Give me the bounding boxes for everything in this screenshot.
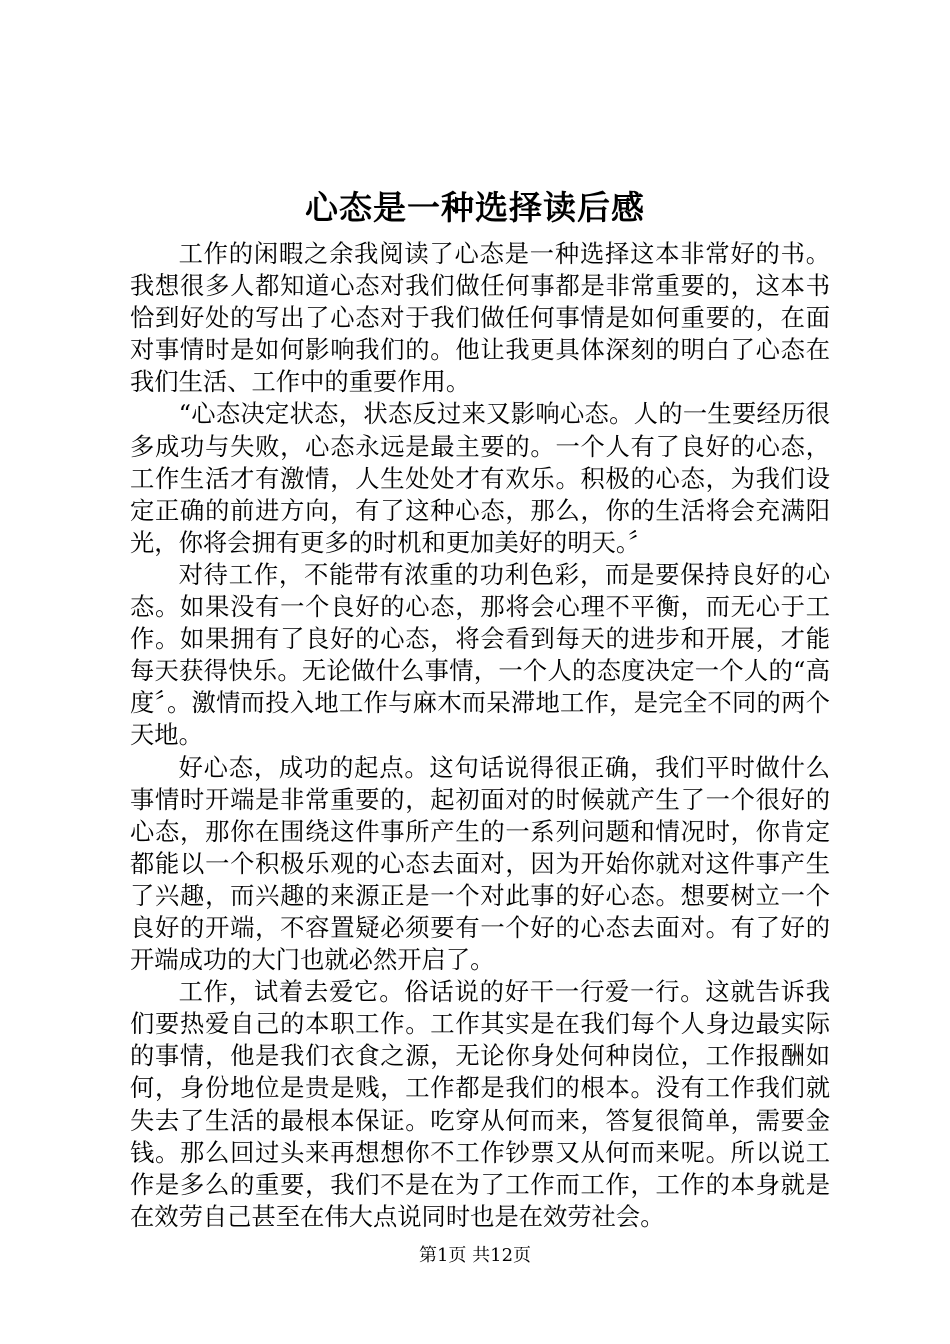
paragraph: 好心态，成功的起点。这句话说得很正确，我们平时做什么事情时开端是非常重要的，起初面对的时候就产生了一个很好的心态，那你在围绕这件事所产生的一系列问题和情况时，你肯定都能以一个积极乐观的心态去面对，因为开始你就对这件事产生了兴趣，而兴趣的来源正是一个对此事的好心态。想要树立一个良好的开端，不容置疑必须要有一个好的心态去面对。有了好的开端成功的大门也就必然开启了。 xyxy=(130,752,830,975)
document-body xyxy=(130,238,830,1233)
page-number-footer: 第1页 共12页 xyxy=(418,1245,532,1266)
paragraph: “心态决定状态，状态反过来又影响心态。人的一生要经历很多成功与失败，心态永远是最主要的。一个人有了良好的心态，工作生活才有激情，人生处处才有欢乐。积极的心态，为我们设定正确的前进方向，有了这种心态，那么，你的生活将会充满阳光，你将会拥有更多的时机和更加美好的明天。〞 xyxy=(130,399,830,557)
paragraph: 工作，试着去爱它。俗话说的好干一行爱一行。这就告诉我们要热爱自己的本职工作。工作其实是在我们每个人身边最实际的事情，他是我们衣食之源，无论你身处何种岗位，工作报酬如何，身份地位是贵是贱，工作都是我们的根本。没有工作我们就失去了生活的最根本保证。吃穿从何而来，答复很简单，需要金钱。那么回过头来再想想你不工作钞票又从何而来呢。所以说工作是多么的重要，我们不是在为了工作而工作，工作的本身就是在效劳自己甚至在伟大点说同时也是在效劳社会。 xyxy=(130,977,830,1231)
paragraph: 工作的闲暇之余我阅读了心态是一种选择这本非常好的书。我想很多人都知道心态对我们做任何事都是非常重要的，这本书恰到好处的写出了心态对于我们做任何事情是如何重要的，在面对事情时是如何影响我们的。他让我更具体深刻的明白了心态在我们生活、工作中的重要作用。 xyxy=(130,239,830,397)
paragraph: 对待工作，不能带有浓重的功利色彩，而是要保持良好的心态。如果没有一个良好的心态，那将会心理不平衡，而无心于工作。如果拥有了良好的心态，将会看到每天的进步和开展，才能每天获得快乐。无论做什么事情，一个人的态度决定一个人的“高度〞。激情而投入地工作与麻木而呆滞地工作，是完全不同的两个天地。 xyxy=(130,559,830,750)
document-title: 心态是一种选择读后感 xyxy=(305,188,645,227)
